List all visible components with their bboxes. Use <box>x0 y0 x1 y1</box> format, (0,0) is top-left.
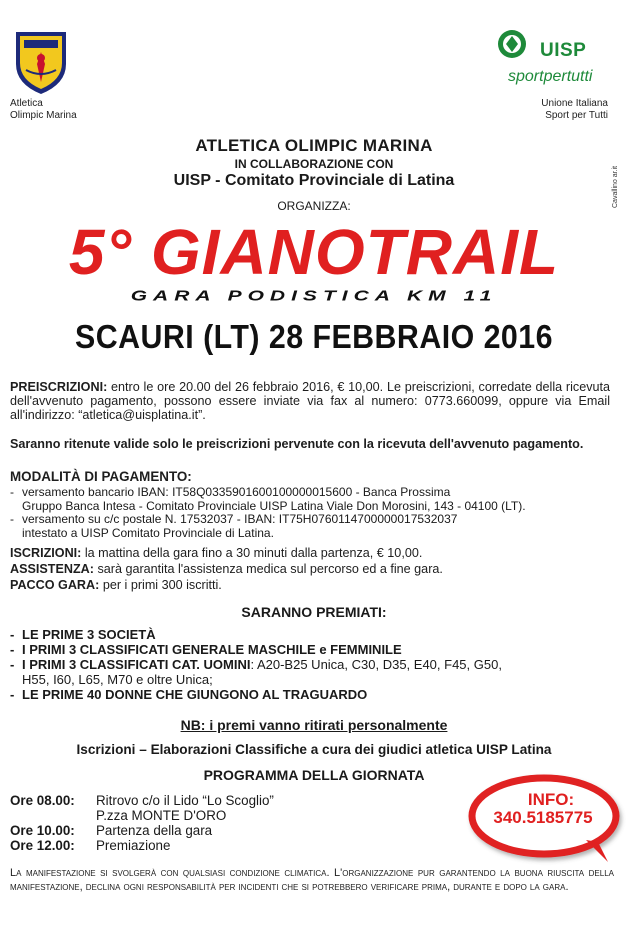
prize-item <box>10 657 616 687</box>
preiscrizioni-note: Saranno ritenute valide solo le preiscrizioni pervenute con la ricevuta dell'avvenuto pagamento. <box>10 437 584 451</box>
right-caption-line1: Unione Italiana <box>541 98 608 109</box>
uisp-logo-word: UISP <box>540 40 587 61</box>
pacco-gara-line <box>10 578 610 592</box>
iscrizioni-text: la mattina della gara fino a 30 minuti dalla partenza, € 10,00. <box>81 546 423 560</box>
preiscrizioni-paragraph <box>10 380 610 422</box>
event-date-line: SCAURI (LT) 28 FEBBRAIO 2016 <box>75 318 553 355</box>
prize-item <box>10 642 616 657</box>
prize-item <box>10 627 616 642</box>
organizer-collab: IN COLLABORAZIONE CON <box>234 157 394 171</box>
program-text: P.zza MONTE D'ORO <box>96 808 227 823</box>
preiscrizioni-label: PREISCRIZIONI: <box>10 380 108 394</box>
program-list <box>10 793 430 853</box>
event-subtitle: GARA PODISTICA KM 11 <box>130 287 498 304</box>
pacco-gara-label: PACCO GARA: <box>10 578 100 592</box>
event-title: 5° GIANOTRAIL <box>68 216 560 288</box>
right-caption-line2: Sport per Tutti <box>545 110 608 121</box>
uisp-logo-slogan: sportpertutti <box>508 68 593 85</box>
prize-dash: - <box>10 657 15 672</box>
prize-item <box>10 687 616 702</box>
payment-item-line1: versamento bancario IBAN: IT58Q0335901600100000015600 - Banca Prossima <box>22 485 451 499</box>
prize-dash: - <box>10 687 15 702</box>
payment-item-line2: Gruppo Banca Intesa - Comitato Provinciale UISP Latina Viale Don Morosini, 143 - 04100 (LT). <box>22 498 526 513</box>
program-text: Ritrovo c/o il Lido “Lo Scoglio” <box>96 793 274 808</box>
prize-item-rest: : A20-B25 Unica, C30, D35, E40, F45, G50, <box>250 657 502 672</box>
payment-item <box>10 486 616 513</box>
payment-title: MODALITÀ DI PAGAMENTO: <box>10 469 192 484</box>
left-logo-caption <box>10 98 77 122</box>
prize-item-bold: LE PRIME 3 SOCIETÀ <box>22 627 156 642</box>
prize-dash: - <box>10 642 15 657</box>
organizer-name: ATLETICA OLIMPIC MARINA <box>195 136 433 155</box>
payment-item-line2: intestato a UISP Comitato Provinciale di Latina. <box>22 525 274 540</box>
program-item <box>10 838 430 853</box>
payment-list <box>10 486 616 540</box>
payment-dash: - <box>10 485 14 499</box>
program-text: Partenza della gara <box>96 823 213 838</box>
payment-dash: - <box>10 512 14 527</box>
program-item <box>10 823 430 838</box>
organizer-uisp: UISP - Comitato Provinciale di Latina <box>173 172 455 189</box>
left-caption-line2: Olimpic Marina <box>10 110 77 121</box>
pacco-gara-text: per i primi 300 iscritti. <box>99 578 222 592</box>
left-caption-line1: Atletica <box>10 98 43 109</box>
assistenza-label: ASSISTENZA: <box>10 562 94 576</box>
assistenza-text: sarà garantita l'assistenza medica sul percorso ed a fine gara. <box>93 562 443 576</box>
payment-item <box>10 513 616 540</box>
organizer-organizza: ORGANIZZA: <box>277 199 351 213</box>
info-phone-number: 340.5185775 <box>493 808 593 827</box>
prizes-title: SARANNO PREMIATI: <box>241 604 387 620</box>
nb-note: NB: i premi vanno ritirati personalmente <box>180 717 448 733</box>
prize-item-bold: LE PRIME 40 DONNE CHE GIUNGONO AL TRAGUARDO <box>22 687 368 702</box>
right-logo-caption <box>500 98 608 122</box>
prize-dash: - <box>10 627 15 642</box>
program-item <box>10 793 430 808</box>
program-text: Premiazione <box>96 838 171 853</box>
payment-item-line1: versamento su c/c postale N. 17532037 - IBAN: IT75H0760114700000017532037 <box>22 512 458 527</box>
iscrizioni-label: ISCRIZIONI: <box>10 546 82 560</box>
prize-item-line2: H55, I60, L65, M70 e oltre Unica; <box>22 672 213 687</box>
info-label: INFO: <box>527 790 575 809</box>
program-time: Ore 12.00: <box>10 838 75 853</box>
program-title: PROGRAMMA DELLA GIORNATA <box>203 767 425 783</box>
side-credit-text: Cavallino ar.it <box>612 165 619 208</box>
assistenza-line <box>10 562 610 576</box>
iscrizioni-line <box>10 546 610 560</box>
olimpic-marina-crest-logo <box>10 26 72 96</box>
prizes-list <box>10 627 616 702</box>
credits-line: Iscrizioni – Elaborazioni Classifiche a cura dei giudici atletica UISP Latina <box>76 742 552 757</box>
disclaimer-text: La manifestazione si svolgerà con qualsiasi condizione climatica. L'organizzazione pur garantendo la buona riuscita della manifestazione, declina ogni responsabilità per incidenti che si potrebbero verificare prima, durante e dopo la gara. <box>10 867 614 893</box>
program-time: Ore 10.00: <box>10 823 75 838</box>
prize-item-bold: I PRIMI 3 CLASSIFICATI GENERALE MASCHILE e FEMMINILE <box>22 642 402 657</box>
program-time: Ore 08.00: <box>10 793 75 808</box>
preiscrizioni-text: entro le ore 20.00 del 26 febbraio 2016, € 10,00. Le preiscrizioni, corredate della ricevuta dell'avvenuto pagamento, possono essere inviate via fax al numero: 0773.660099, oppure via Email all'indirizzo: “atletica@uisplatina.it”. <box>10 380 610 422</box>
prize-item-bold: I PRIMI 3 CLASSIFICATI CAT. UOMINI <box>22 657 251 672</box>
program-item <box>10 808 430 823</box>
program-time <box>10 808 96 823</box>
